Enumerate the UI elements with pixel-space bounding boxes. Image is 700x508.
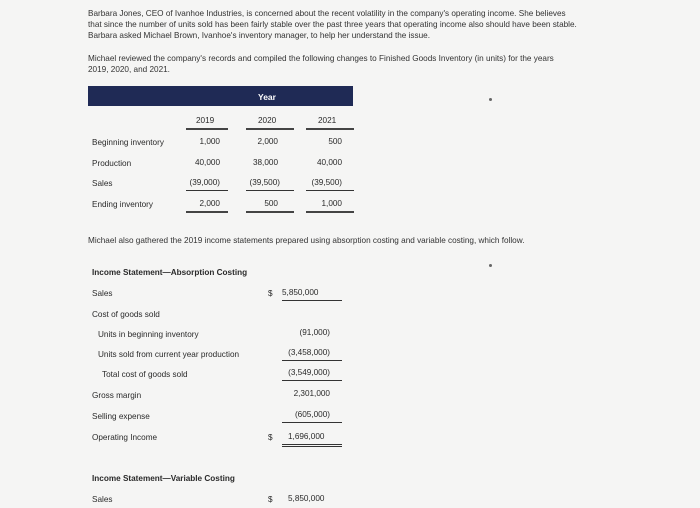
- year-2020: 2020: [258, 116, 277, 125]
- para2-line-1: Michael reviewed the company's records and compiled the following changes to Finished Goods Inventory (in units) for the years: [88, 54, 554, 63]
- abs-op-income-dollar: $: [268, 433, 273, 442]
- row-label-production: Production: [92, 159, 132, 168]
- abs-total-cogs-value: (3,549,000): [288, 368, 330, 377]
- absorption-title: Income Statement—Absorption Costing: [92, 268, 248, 277]
- cell-production-2020: 38,000: [252, 158, 278, 167]
- abs-sales-label: Sales: [92, 289, 113, 298]
- abs-sales-value: 5,850,000: [282, 288, 319, 297]
- abs-op-income-underline-2: [282, 446, 342, 447]
- ending-underline-2019: [186, 211, 228, 213]
- cell-ending-2019: 2,000: [199, 199, 220, 208]
- abs-gross-margin-label: Gross margin: [92, 391, 142, 400]
- abs-units-prod-value: (3,458,000): [288, 348, 330, 357]
- cell-beginning-2019: 1,000: [199, 137, 220, 146]
- abs-units-begin-value: (91,000): [299, 328, 330, 337]
- ending-underline-2020: [246, 211, 294, 213]
- speck-dot: [489, 98, 492, 101]
- year-header: Year: [258, 92, 276, 102]
- cell-sales-2019: (39,000): [189, 178, 220, 187]
- abs-units-prod-label: Units sold from current year production: [98, 350, 240, 359]
- header-underline-2019: [186, 128, 228, 130]
- speck-dot: [489, 264, 492, 267]
- para2-line-2: 2019, 2020, and 2021.: [88, 65, 170, 74]
- variable-title: Income Statement—Variable Costing: [92, 474, 235, 483]
- cell-sales-2020: (39,500): [249, 178, 280, 187]
- abs-cogs-label: Cost of goods sold: [92, 310, 160, 319]
- abs-op-income-underline-1: [282, 444, 342, 445]
- year-2021: 2021: [318, 116, 337, 125]
- abs-gross-margin-value: 2,301,000: [293, 389, 330, 398]
- cell-ending-2021: 1,000: [321, 199, 342, 208]
- year-header-bar: [88, 86, 353, 106]
- intro-line-3: Barbara asked Michael Brown, Ivanhoe's inventory manager, to help her understand the issue.: [88, 31, 430, 40]
- abs-units-begin-label: Units in beginning inventory: [98, 330, 199, 339]
- intro-line-2: that since the number of units sold has been fairly stable over the past three years that operating income also should have been stable.: [88, 20, 577, 29]
- intro-line-1: Barbara Jones, CEO of Ivanhoe Industries, is concerned about the recent volatility in the company's operating income. She believes: [88, 9, 566, 18]
- var-sales-label: Sales: [92, 495, 113, 504]
- cell-beginning-2020: 2,000: [257, 137, 278, 146]
- cell-production-2021: 40,000: [316, 158, 342, 167]
- abs-units-prod-underline: [282, 360, 342, 361]
- abs-total-cogs-label: Total cost of goods sold: [102, 370, 188, 379]
- cell-production-2019: 40,000: [194, 158, 220, 167]
- var-sales-dollar: $: [268, 495, 273, 504]
- abs-selling-value: (605,000): [294, 410, 330, 419]
- abs-total-cogs-underline: [282, 380, 342, 381]
- abs-op-income-label: Operating Income: [92, 433, 158, 442]
- cell-sales-2021: (39,500): [311, 178, 342, 187]
- row-label-beginning-inventory: Beginning inventory: [92, 138, 164, 147]
- abs-op-income-value: 1,696,000: [288, 432, 325, 441]
- abs-selling-underline: [282, 422, 342, 423]
- abs-selling-label: Selling expense: [92, 412, 150, 421]
- cell-beginning-2021: 500: [328, 137, 342, 146]
- header-underline-2020: [246, 128, 294, 130]
- row-label-ending-inventory: Ending inventory: [92, 200, 153, 209]
- sales-underline-2020: [246, 190, 294, 191]
- sales-underline-2019: [186, 190, 228, 191]
- abs-sales-underline: [282, 300, 342, 301]
- row-label-sales: Sales: [92, 179, 113, 188]
- ending-underline-2021: [306, 211, 354, 213]
- para3-text: Michael also gathered the 2019 income statements prepared using absorption costing and variable costing, which follow.: [88, 236, 525, 245]
- var-sales-value: 5,850,000: [288, 494, 325, 503]
- abs-sales-dollar: $: [268, 289, 273, 298]
- cell-ending-2020: 500: [264, 199, 278, 208]
- sales-underline-2021: [306, 190, 354, 191]
- header-underline-2021: [306, 128, 354, 130]
- year-2019: 2019: [196, 116, 215, 125]
